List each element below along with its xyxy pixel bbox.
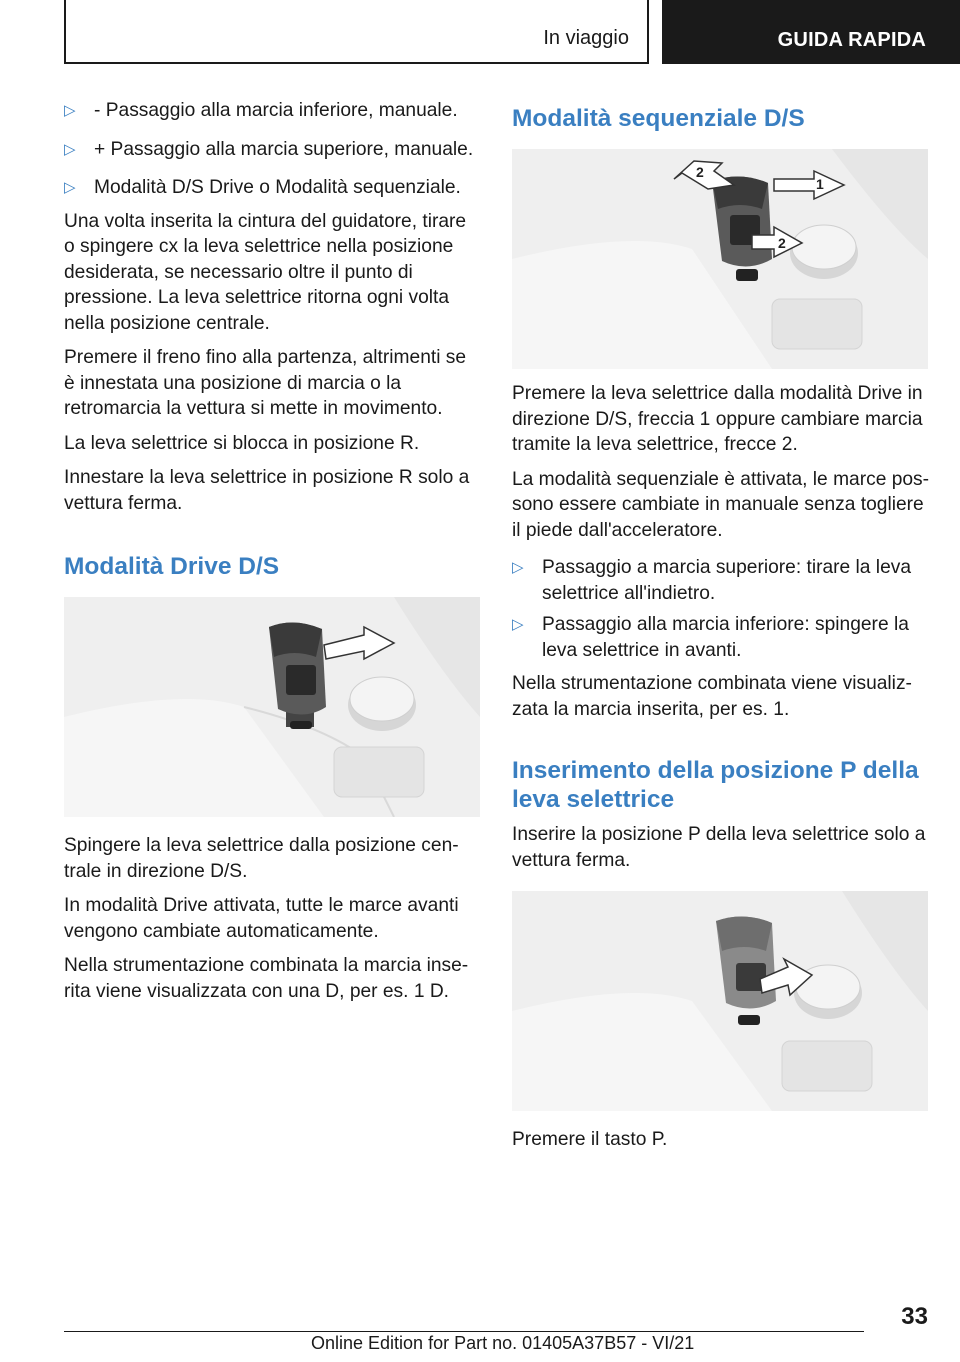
paragraph: La leva selettrice si blocca in posizione R. bbox=[64, 432, 420, 454]
figure-sequential-mode bbox=[512, 149, 928, 369]
bullet-triangle-icon: ▷ bbox=[64, 140, 76, 158]
bullet-item: ▷ + Passaggio alla marcia superiore, manuale. bbox=[64, 137, 482, 163]
heading-drive-mode: Modalità Drive D/S bbox=[64, 553, 280, 580]
paragraph: Una volta inserita la cintura del guidatore, tirare o spingere cx la leva selettrice nella posizione desiderata, se necessario oltre il punto di pressione. La leva selettrice ritorna ogni volta nella posizione centrale. bbox=[64, 210, 467, 334]
paragraph: Spingere la leva selettrice dalla posizione centrale in direzione D/S. bbox=[64, 835, 459, 882]
paragraph: Nella strumentazione combinata la marcia inserita viene visualizzata con una D, per es. 1 D. bbox=[64, 955, 469, 1002]
paragraph: Innestare la leva selettrice in posizione R solo a vettura ferma. bbox=[64, 467, 470, 514]
paragraph: Premere la leva selettrice dalla modalità Drive in direzione D/S, freccia 1 oppure cambiare marcia tramite la leva selettrice, frecce 2. bbox=[512, 383, 923, 455]
chapter-tab-label: GUIDA RAPIDA bbox=[777, 29, 926, 51]
bullet-triangle-icon: ▷ bbox=[64, 179, 76, 196]
bullet-item: ▷ - Passaggio alla marcia inferiore, manuale. bbox=[64, 98, 482, 124]
paragraph: Premere il tasto P. bbox=[512, 1129, 668, 1150]
figure-park-position bbox=[512, 891, 928, 1111]
page-number: 33 bbox=[901, 1303, 928, 1330]
gear-selector-illustration bbox=[64, 597, 480, 817]
paragraph: Premere il freno fino alla partenza, altrimenti se è innestata una posizione di marcia o la retromarcia la vettura si mette in movimento. bbox=[64, 347, 467, 419]
arrow-label-2-bottom: 2 bbox=[778, 235, 786, 251]
left-column bbox=[64, 98, 482, 1013]
paragraph: In modalità Drive attivata, tutte le marce avanti vengono cambiate automaticamente. bbox=[64, 895, 459, 942]
bullet-item: ▷ Passaggio alla marcia inferiore: spingere la leva selettrice in avanti. bbox=[512, 612, 930, 663]
chapter-tab[interactable] bbox=[662, 0, 960, 64]
section-title: In viaggio bbox=[543, 27, 629, 49]
gear-selector-arrows-illustration bbox=[512, 149, 928, 369]
paragraph: La modalità sequenziale è attivata, le marce possono essere cambiate in manuale senza togliere il piede dall'acceleratore. bbox=[512, 468, 930, 541]
bullet-triangle-icon: ▷ bbox=[512, 616, 524, 633]
arrow-label-1: 1 bbox=[816, 176, 824, 192]
paragraph: Nella strumentazione combinata viene visualizzata la marcia inserita, per es. 1. bbox=[512, 673, 912, 720]
bullet-triangle-icon: ▷ bbox=[64, 102, 76, 119]
bullet-triangle-icon: ▷ bbox=[512, 559, 524, 576]
header-section-box bbox=[64, 0, 649, 64]
heading-park-position: Inserimento della posizione P della leva selettrice bbox=[512, 757, 919, 813]
footer-edition: Online Edition for Part no. 01405A37B57 - VI/21 bbox=[311, 1333, 695, 1353]
bullet-item: ▷ Modalità D/S Drive o Modalità sequenziale. bbox=[64, 175, 482, 201]
paragraph: Inserire la posizione P della leva selettrice solo a vettura ferma. bbox=[512, 824, 926, 871]
park-button-illustration bbox=[512, 891, 928, 1111]
bullet-item: ▷ Passaggio a marcia superiore: tirare la leva selettrice all'indietro. bbox=[512, 555, 930, 606]
heading-sequential-mode: Modalità sequenziale D/S bbox=[512, 105, 805, 132]
right-column bbox=[512, 104, 930, 1162]
arrow-label-2-top: 2 bbox=[696, 164, 704, 180]
footer-divider bbox=[64, 1331, 864, 1332]
figure-drive-mode bbox=[64, 597, 480, 817]
